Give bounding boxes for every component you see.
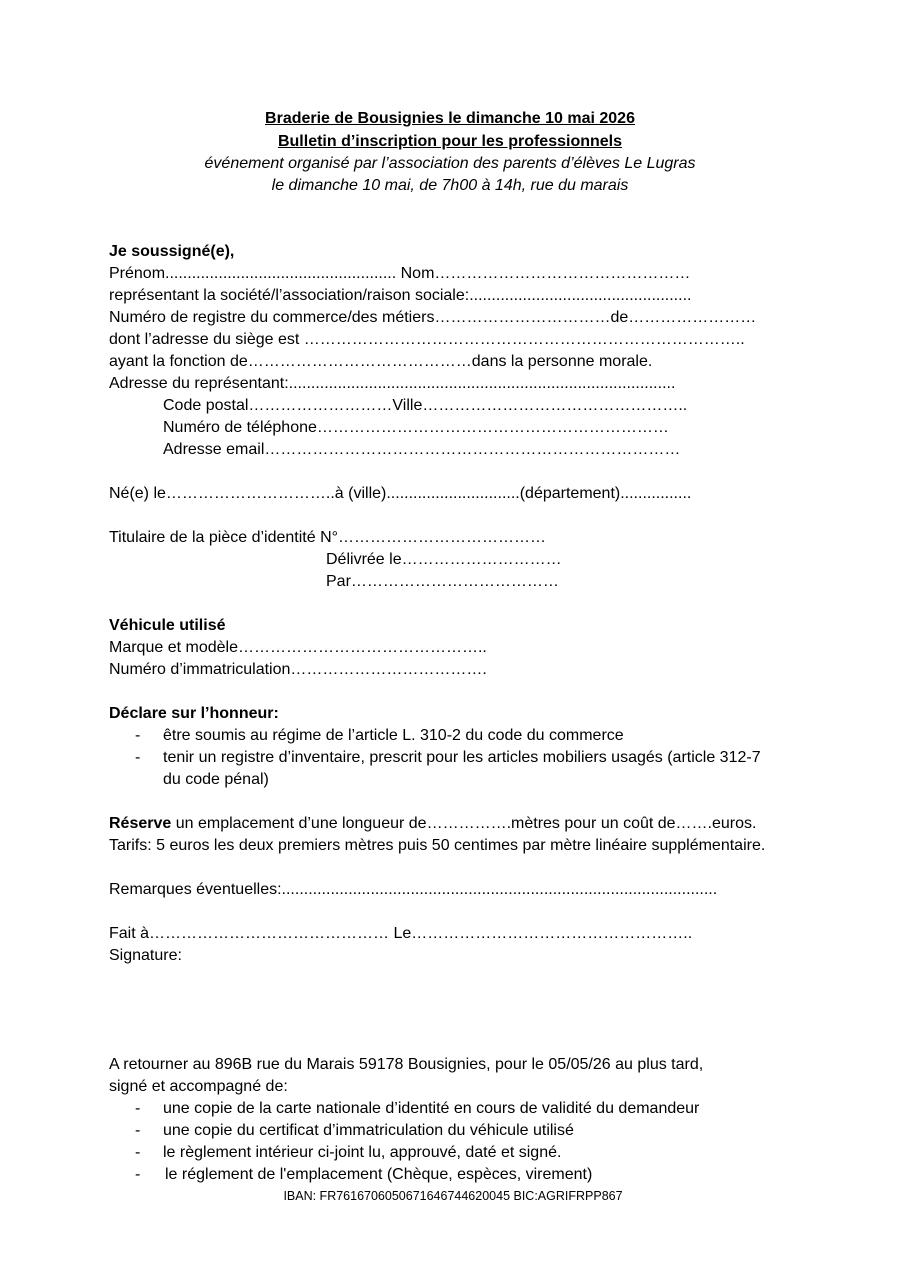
retour-item: le règlement intérieur ci-joint lu, approuvé, daté et signé. <box>163 1144 562 1161</box>
par-field: Par………………………………… <box>326 573 559 590</box>
bullet-dash: - <box>135 1100 141 1117</box>
piece-identite-field: Titulaire de la pièce d’identité N°………………………………… <box>109 529 547 546</box>
reservation-keyword: Réserve <box>109 815 172 832</box>
document-title: Braderie de Bousignies le dimanche 10 mai 2026 <box>265 110 635 127</box>
siege-field: dont l’adresse du siège est ……………………………………………………………………….. <box>109 331 745 348</box>
telephone-field: Numéro de téléphone………………………………………………………… <box>163 419 669 436</box>
signature-label: Signature: <box>109 947 182 964</box>
adresse-field: Adresse du représentant:....................................................................................... <box>109 375 676 392</box>
registre-field: Numéro de registre du commerce/des métiers……………………………de…………………… <box>109 309 757 326</box>
remarques-field: Remarques éventuelles:.................................................................................................. <box>109 881 718 898</box>
retour-item: une copie de la carte nationale d’identité en cours de validité du demandeur <box>163 1100 700 1117</box>
bullet-dash: - <box>135 727 141 744</box>
organizer-line: événement organisé par l’association des parents d’élèves Le Lugras <box>204 155 696 172</box>
prenom-nom-field: Prénom.................................................... Nom………………………………………… <box>109 265 691 282</box>
declaration-item-continued: du code pénal) <box>163 771 269 788</box>
retour-line: A retourner au 896B rue du Marais 59178 Bousignies, pour le 05/05/26 au plus tard, <box>109 1056 704 1073</box>
date-line: le dimanche 10 mai, de 7h00 à 14h, rue du marais <box>271 177 629 194</box>
retour-line-2: signé et accompagné de: <box>109 1078 288 1095</box>
tarifs-line: Tarifs: 5 euros les deux premiers mètres puis 50 centimes par mètre linéaire supplémentaire. <box>109 837 766 854</box>
fonction-field: ayant la fonction de……………………………………dans la personne morale. <box>109 353 653 370</box>
naissance-field: Né(e) le…………………………..à (ville)..............................(département)................ <box>109 485 692 502</box>
marque-field: Marque et modèle……………………………………….. <box>109 639 487 656</box>
vehicle-heading: Véhicule utilisé <box>109 617 226 634</box>
societe-field: représentant la société/l’association/raison sociale:.................................................. <box>109 287 692 304</box>
document-subtitle-bold: Bulletin d’inscription pour les professionnels <box>277 133 623 150</box>
identity-heading: Je soussigné(e), <box>109 243 235 260</box>
delivree-field: Délivrée le………………………… <box>326 551 562 568</box>
declaration-heading: Déclare sur l’honneur: <box>109 705 279 722</box>
bullet-dash: - <box>135 749 141 766</box>
reservation-line <box>109 813 756 835</box>
fait-le-field: Fait à……………………………………… Le…………………………………………….. <box>109 925 693 942</box>
reservation-text: un emplacement d’une longueur de…………….mètres pour un coût de…….euros. <box>171 815 757 832</box>
email-field: Adresse email…………………………………………………………………… <box>163 441 681 458</box>
code-postal-field: Code postal………………………Ville………………………………………….. <box>163 397 688 414</box>
immatriculation-field: Numéro d’immatriculation………………………………. <box>109 661 487 678</box>
iban-line: IBAN: FR7616706050671646744620045 BIC:AGRIFRPP867 <box>283 1189 623 1203</box>
declaration-item: être soumis au régime de l’article L. 310-2 du code du commerce <box>163 727 624 744</box>
bullet-dash: - <box>135 1122 141 1139</box>
bullet-dash: - <box>135 1166 141 1183</box>
retour-item: le réglement de l'emplacement (Chèque, espèces, virement) <box>165 1166 593 1183</box>
retour-item: une copie du certificat d’immatriculation du véhicule utilisé <box>163 1122 574 1139</box>
bullet-dash: - <box>135 1144 141 1161</box>
declaration-item: tenir un registre d’inventaire, prescrit pour les articles mobiliers usagés (article 312-7 <box>163 749 761 766</box>
